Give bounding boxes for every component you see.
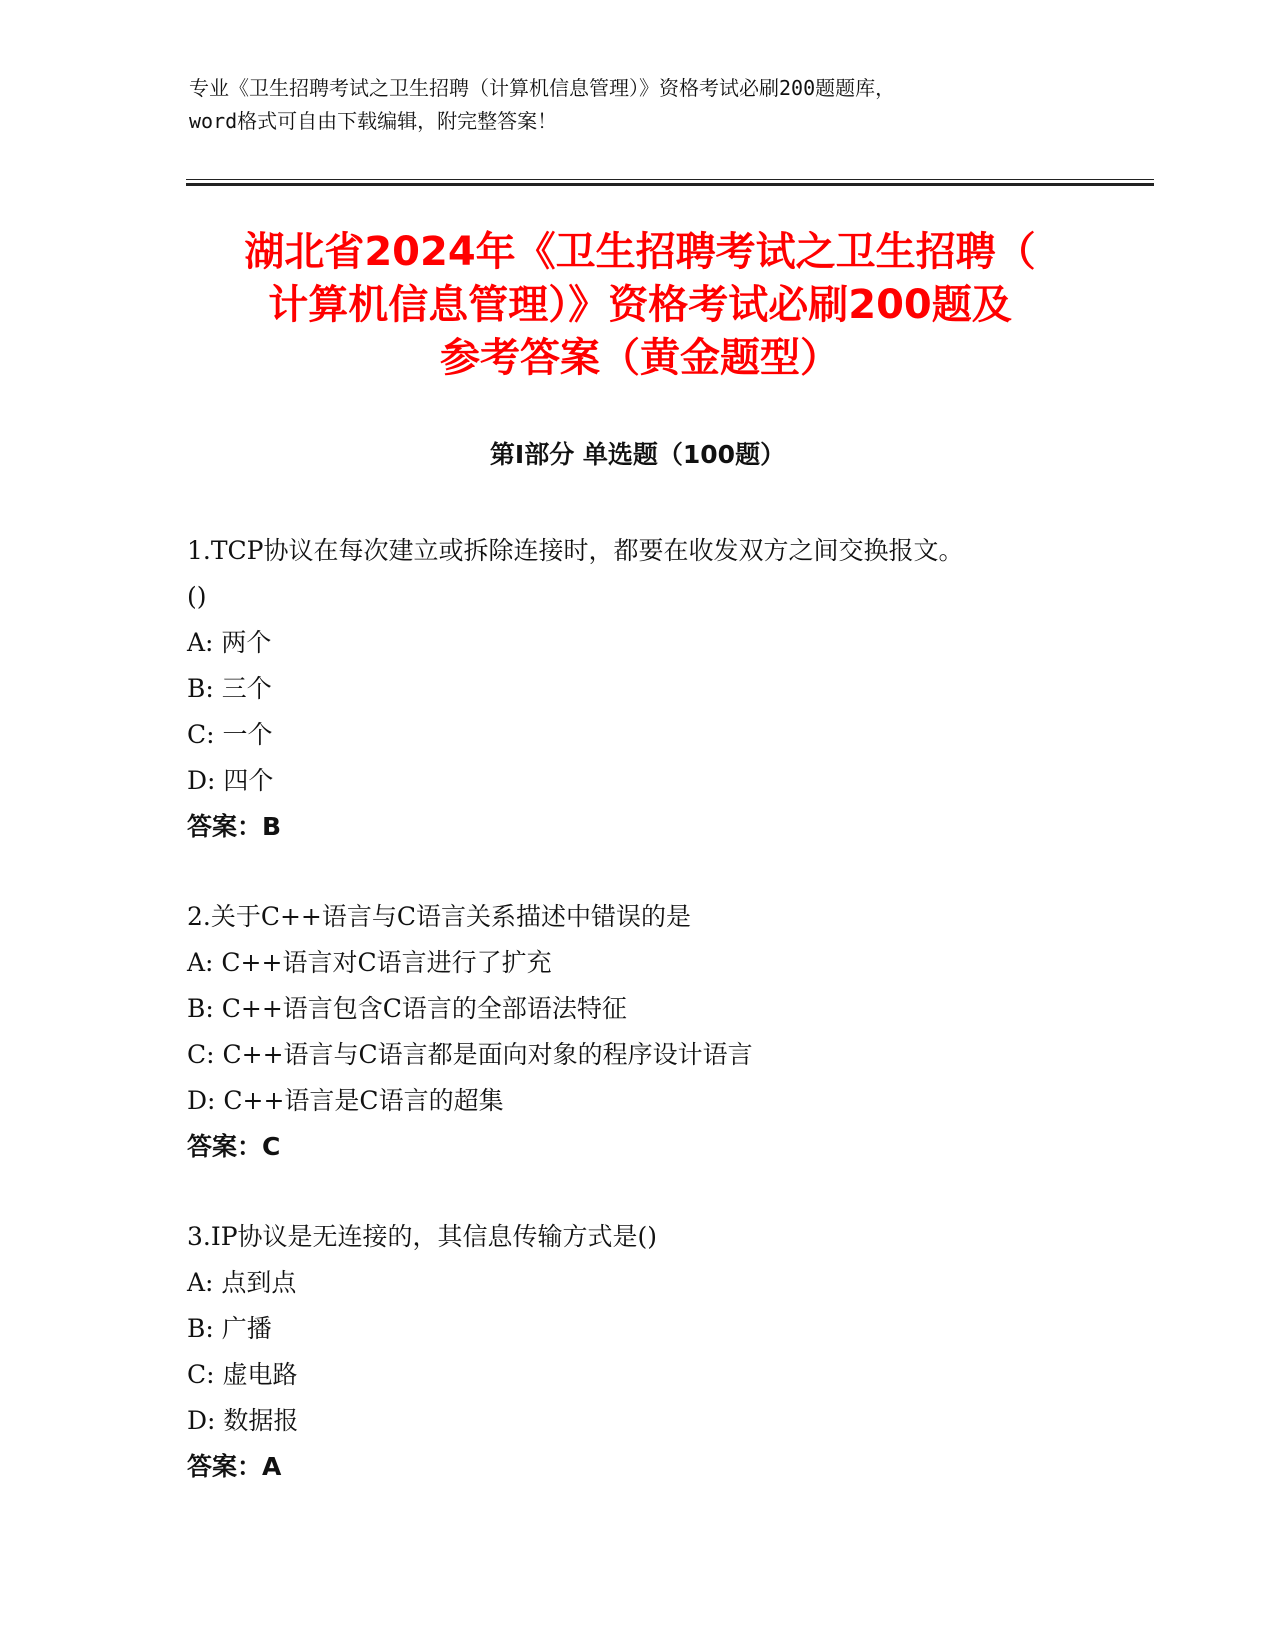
option-a: A: 两个 bbox=[187, 628, 272, 657]
question-stem-continuation: () bbox=[187, 582, 207, 611]
option-d: D: 四个 bbox=[187, 766, 274, 795]
option-d: D: C++语言是C语言的超集 bbox=[187, 1086, 504, 1115]
question-1 bbox=[187, 528, 1087, 850]
option-c: C: C++语言与C语言都是面向对象的程序设计语言 bbox=[187, 1040, 753, 1069]
option-b: B: C++语言包含C语言的全部语法特征 bbox=[187, 994, 627, 1023]
header-note-line-1: 专业《卫生招聘考试之卫生招聘（计算机信息管理）》资格考试必刷200题题库， bbox=[189, 76, 896, 100]
question-2 bbox=[187, 894, 1087, 1170]
answer-label: 答案：A bbox=[187, 1452, 282, 1481]
question-list bbox=[187, 528, 1087, 1534]
option-a: A: C++语言对C语言进行了扩充 bbox=[187, 948, 552, 977]
document-title-line-1: 湖北省2024年《卫生招聘考试之卫生招聘（ bbox=[244, 229, 1036, 275]
option-b: B: 三个 bbox=[187, 674, 272, 703]
question-stem: 2.关于C++语言与C语言关系描述中错误的是 bbox=[187, 902, 692, 931]
header-note-line-2: word格式可自由下载编辑，附完整答案！ bbox=[189, 109, 558, 133]
header-rule-thick bbox=[186, 183, 1154, 186]
question-3 bbox=[187, 1214, 1087, 1490]
document-title-line-3: 参考答案（黄金题型） bbox=[440, 335, 840, 381]
option-c: C: 虚电路 bbox=[187, 1360, 298, 1389]
section-title: 第Ⅰ部分 单选题（100题） bbox=[489, 440, 786, 469]
question-stem: 1.TCP协议在每次建立或拆除连接时，都要在收发双方之间交换报文。 bbox=[187, 536, 964, 565]
question-stem: 3.IP协议是无连接的，其信息传输方式是() bbox=[187, 1222, 658, 1251]
answer-label: 答案：C bbox=[187, 1132, 281, 1161]
option-b: B: 广播 bbox=[187, 1314, 272, 1343]
answer-label: 答案：B bbox=[187, 812, 282, 841]
document-title bbox=[150, 226, 1130, 385]
option-c: C: 一个 bbox=[187, 720, 273, 749]
header-rule-thin bbox=[186, 179, 1154, 180]
document-title-line-2: 计算机信息管理）》资格考试必刷200题及 bbox=[268, 282, 1012, 328]
option-d: D: 数据报 bbox=[187, 1406, 299, 1435]
option-a: A: 点到点 bbox=[187, 1268, 297, 1297]
header-note bbox=[189, 72, 1089, 138]
